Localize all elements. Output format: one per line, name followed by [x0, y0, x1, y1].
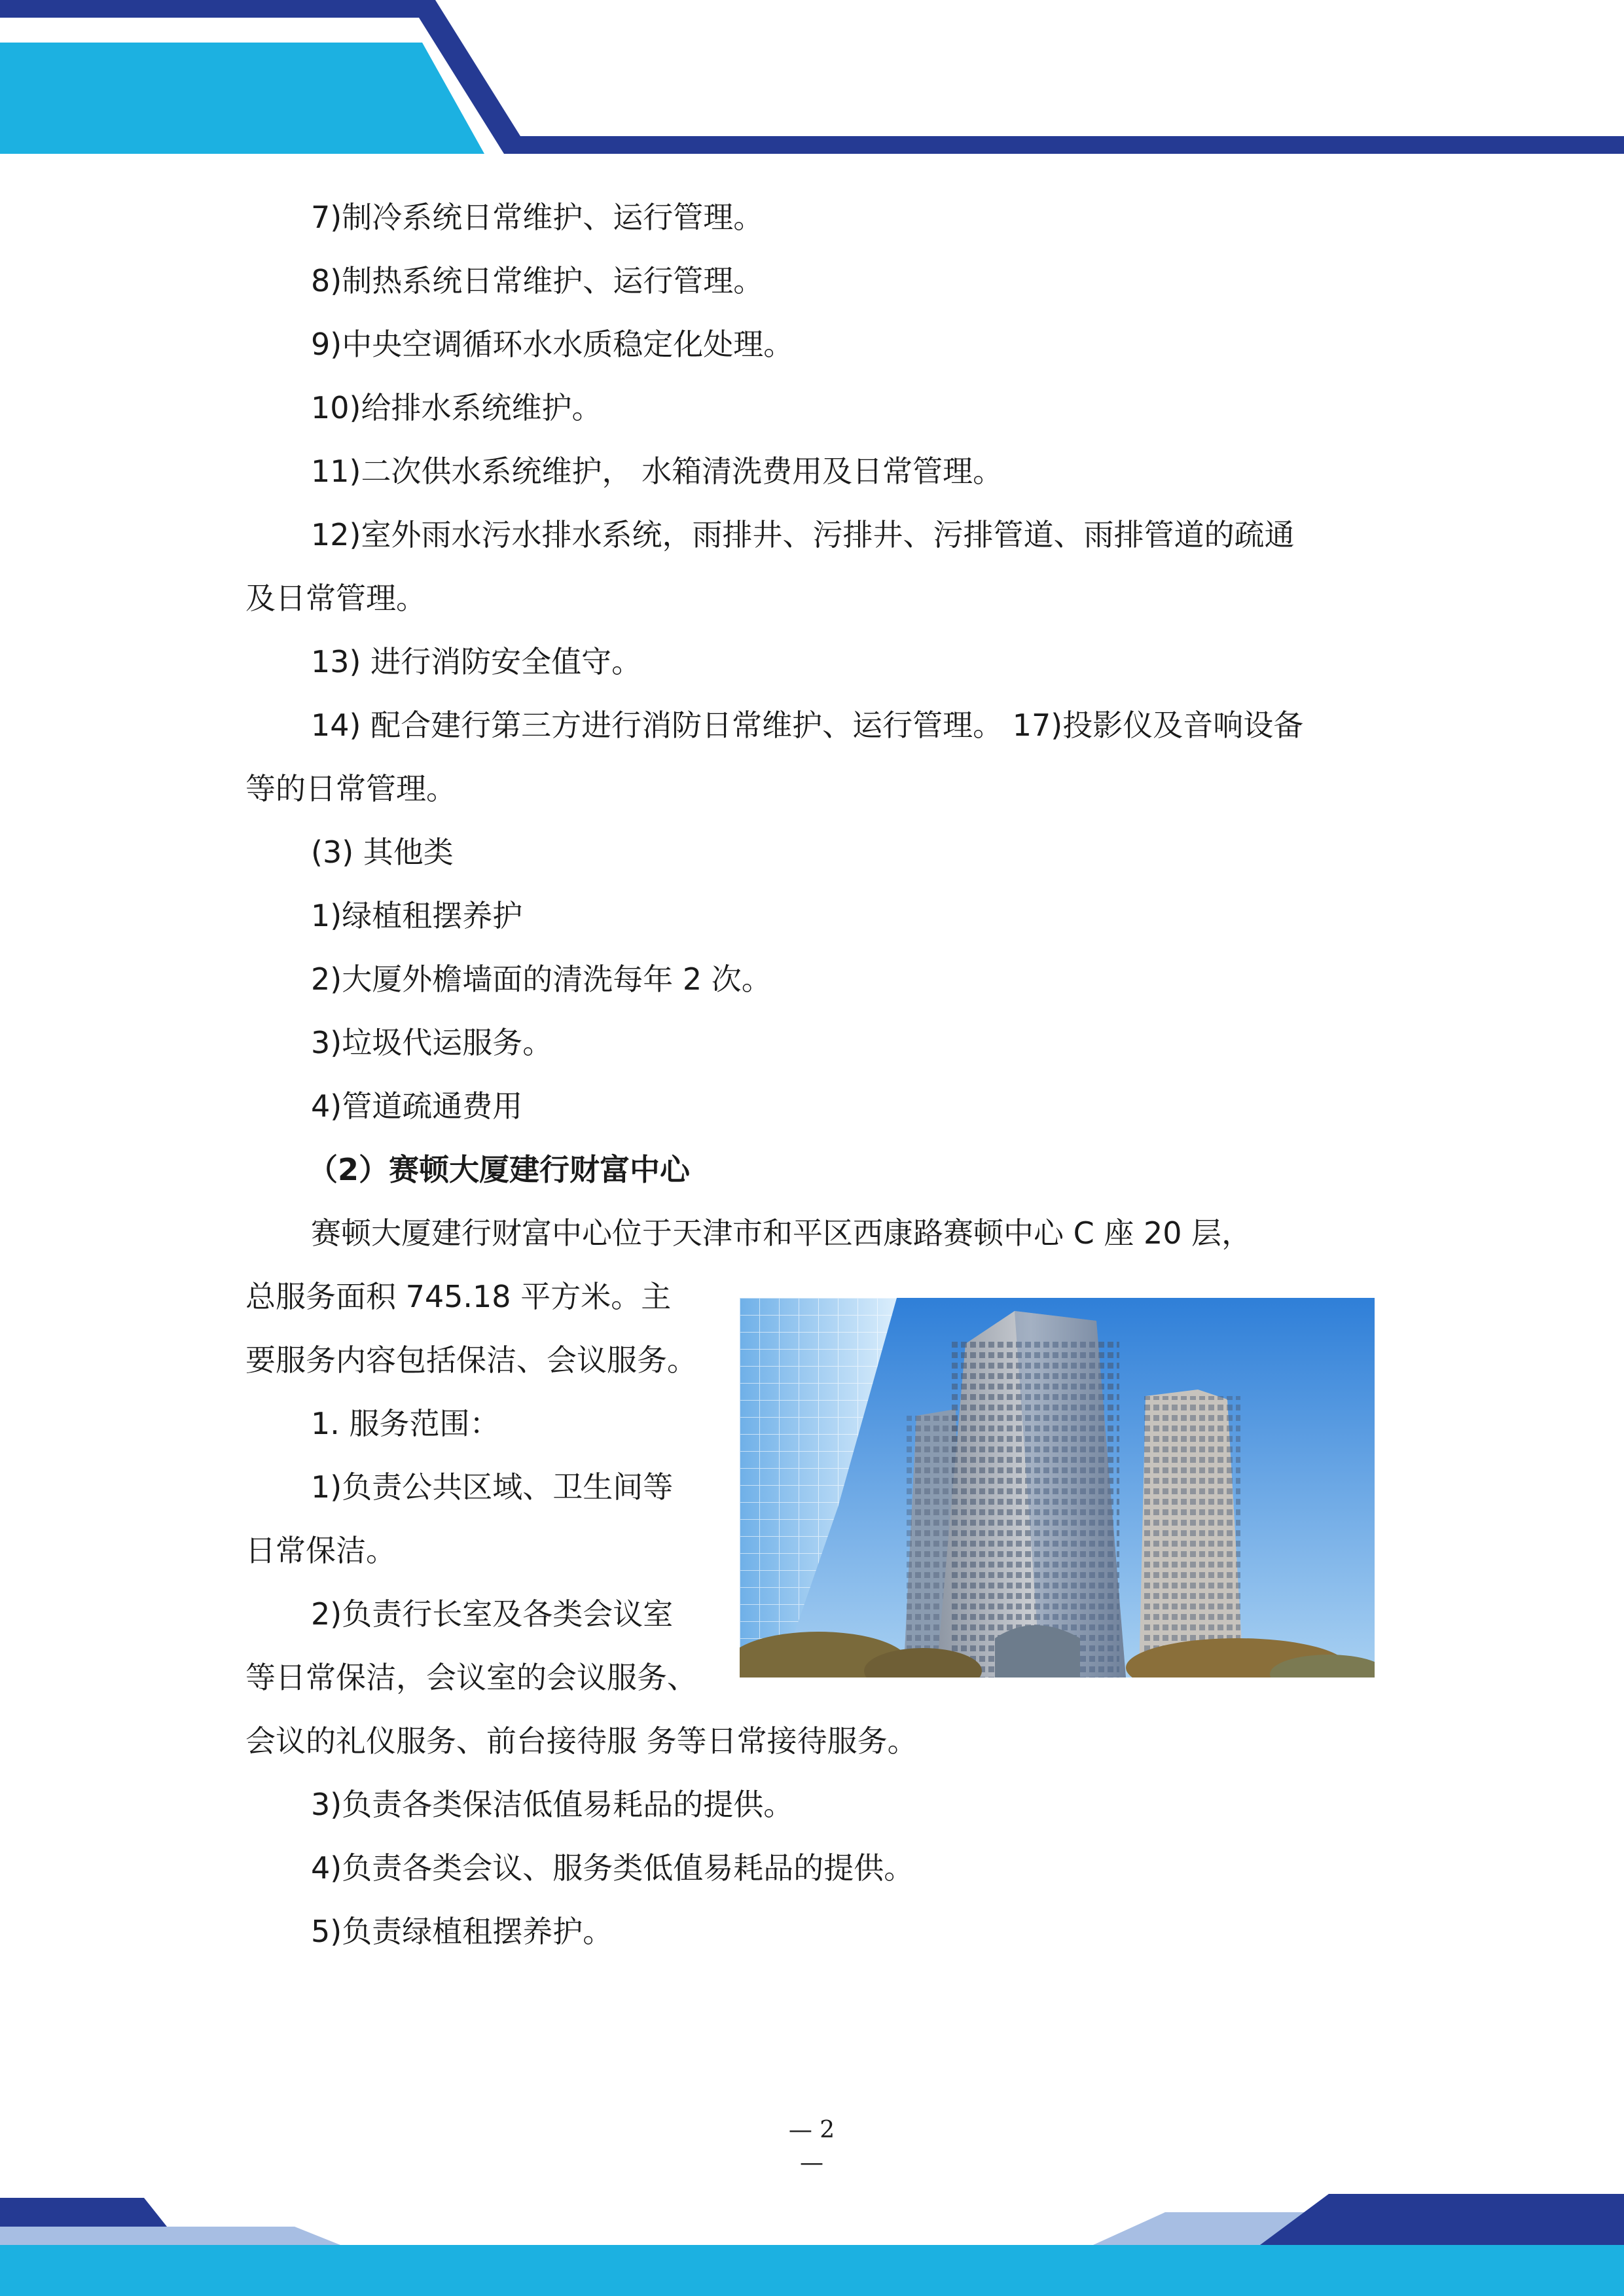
list-item-10: 10)给排水系统维护。 [311, 390, 602, 425]
scope-item-4: 4)负责各类会议、服务类低值易耗品的提供。 [311, 1850, 914, 1886]
other-item-1: 1)绿植租摆养护 [311, 898, 523, 933]
section-intro-line-2: 总服务面积 745.18 平方米。主 [245, 1279, 672, 1314]
scope-item-2-cont2: 会议的礼仪服务、前台接待服 务等日常接待服务。 [245, 1723, 918, 1759]
footer-navy-left [0, 2198, 167, 2227]
section-heading: （2）赛顿大厦建行财富中心 [308, 1152, 691, 1187]
footer-light-band-left [0, 2227, 340, 2296]
header-cyan-block [0, 43, 484, 154]
service-scope-heading: 1. 服务范围： [311, 1406, 500, 1441]
list-item-11: 11)二次供水系统维护， 水箱清洗费用及日常管理。 [311, 454, 1003, 489]
scope-item-5: 5)负责绿植租摆养护。 [311, 1914, 613, 1949]
other-item-3: 3)垃圾代运服务。 [311, 1025, 553, 1060]
footer-cyan-band [0, 2245, 1624, 2296]
list-item-14-cont: 等的日常管理。 [245, 771, 456, 806]
list-item-12-cont: 及日常管理。 [245, 581, 426, 616]
building-photo [740, 1298, 1375, 1677]
scope-item-2-cont: 等日常保洁，会议室的会议服务、 [245, 1660, 697, 1695]
subsection-other: (3) 其他类 [311, 834, 454, 870]
footer-light-band-right [1093, 2212, 1624, 2296]
section-intro-line-3: 要服务内容包括保洁、会议服务。 [245, 1342, 697, 1378]
footer-navy-right [1260, 2194, 1624, 2245]
list-item-13: 13) 进行消防安全值守。 [311, 644, 642, 679]
header-banner [0, 0, 1624, 164]
other-item-2: 2)大厦外檐墙面的清洗每年 2 次。 [311, 961, 772, 997]
list-item-12: 12)室外雨水污水排水系统，雨排井、污排井、污排管道、雨排管道的疏通 [311, 517, 1295, 552]
list-item-7: 7)制冷系统日常维护、运行管理。 [311, 200, 764, 235]
scope-item-2: 2)负责行长室及各类会议室 [311, 1596, 674, 1632]
scope-item-1: 1)负责公共区域、卫生间等 [311, 1469, 674, 1505]
section-intro-line-1: 赛顿大厦建行财富中心位于天津市和平区西康路赛顿中心 C 座 20 层， [311, 1215, 1252, 1251]
entrance-canopy [995, 1625, 1080, 1677]
page-number: — 2 — [788, 2117, 835, 2176]
list-item-8: 8)制热系统日常维护、运行管理。 [311, 263, 764, 298]
list-item-14: 14) 配合建行第三方进行消防日常维护、运行管理。 17)投影仪及音响设备 [311, 708, 1304, 743]
scope-item-3: 3)负责各类保洁低值易耗品的提供。 [311, 1787, 794, 1822]
list-item-9: 9)中央空调循环水水质稳定化处理。 [311, 327, 794, 362]
other-item-4: 4)管道疏通费用 [311, 1088, 523, 1124]
scope-item-1-cont: 日常保洁。 [245, 1533, 396, 1568]
